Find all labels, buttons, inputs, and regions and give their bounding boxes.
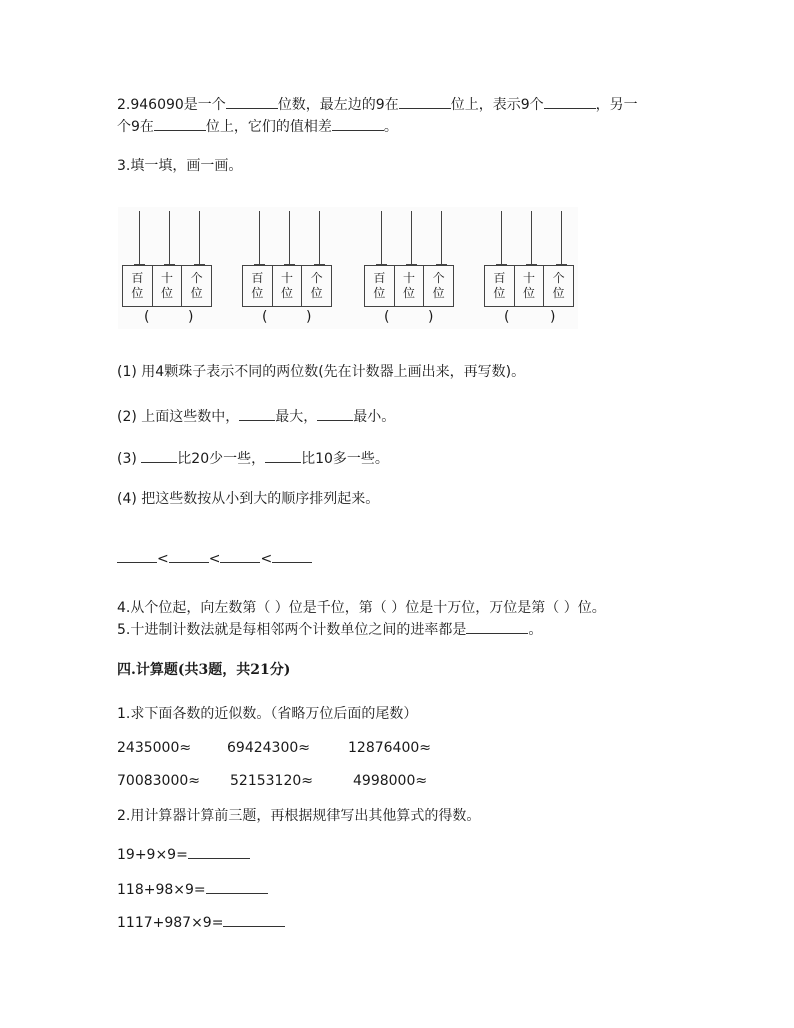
counter-1[interactable]: 百 位 十 位 个 位 ( )	[122, 211, 212, 329]
q2-text-5: 个9在	[117, 119, 154, 135]
q3-sub2-text-1: (2) 上面这些数中，	[117, 409, 240, 425]
q3-sub2-blank-1[interactable]	[239, 406, 275, 421]
tens-cell: 十 位	[395, 266, 425, 306]
q3-title: 3.填一填，画一画。	[117, 158, 243, 174]
less-than-1: <	[157, 551, 169, 567]
tens-cell: 十 位	[273, 266, 303, 306]
q2-blank-4[interactable]	[154, 116, 206, 131]
expr-1	[117, 844, 250, 865]
ones-cell: 个 位	[190, 271, 203, 300]
q2-text-6: 位上，它们的值相差	[205, 119, 332, 135]
approx-item: 69424300≈	[227, 740, 310, 756]
q2-text-1: 2.946090是一个	[117, 97, 226, 113]
calc-q2-title: 2.用计算器计算前三题，再根据规律写出其他算式的得数。	[117, 808, 481, 824]
order-blank-1[interactable]	[117, 548, 157, 563]
order-blank-3[interactable]	[220, 548, 260, 563]
q2-text-4: ，另一	[595, 97, 638, 113]
ones-cell: 个 位	[310, 271, 323, 300]
q2-line-1	[117, 94, 638, 115]
q3-sub3-text-1: (3)	[117, 451, 142, 467]
q3-sub2	[117, 406, 395, 427]
expr-blank[interactable]	[223, 912, 285, 927]
q3-sub4: (4) 把这些数按从小到大的顺序排列起来。	[117, 491, 380, 507]
tens-cell: 十 位	[515, 266, 545, 306]
expr-blank[interactable]	[188, 844, 250, 859]
ones-cell: 个 位	[552, 271, 565, 300]
hundreds-cell: 百 位	[365, 266, 395, 306]
expr-3	[117, 912, 285, 933]
counter-2[interactable]: 百 位 十 位 个 位 ( )	[242, 211, 332, 329]
tens-cell: 十 位	[153, 266, 183, 306]
expr-text: 118+98×9=	[117, 882, 206, 898]
approx-item: 52153120≈	[230, 773, 313, 789]
q2-blank-5[interactable]	[332, 116, 384, 131]
q3-sub3-blank-2[interactable]	[265, 448, 301, 463]
q2-line-2	[117, 116, 398, 137]
calc-q1-title: 1.求下面各数的近似数。（省略万位后面的尾数）	[117, 706, 418, 722]
q5-text-1: 5.十进制计数法就是每相邻两个计数单位之间的进率都是	[117, 622, 467, 638]
q2-text-7: 。	[383, 119, 398, 135]
expr-2	[117, 879, 268, 900]
q5-blank[interactable]	[466, 619, 528, 634]
q3-sub3-blank-1[interactable]	[141, 448, 177, 463]
section-heading: 四.计算题(共3题，共21分)	[117, 662, 291, 678]
expr-text: 1117+987×9=	[117, 915, 224, 931]
q5-text-2: 。	[528, 622, 543, 638]
q4: 4.从个位起，向左数第（ ）位是千位，第（ ）位是十万位，万位是第（ ）位。	[117, 600, 606, 616]
q2-blank-3[interactable]	[544, 94, 596, 109]
q2-text-2: 位数，最左边的9在	[277, 97, 399, 113]
q3-sub2-text-3: 最小。	[353, 409, 396, 425]
q2-text-3: 位上，表示9个	[450, 97, 544, 113]
less-than-2: <	[208, 551, 221, 567]
hundreds-cell: 百 位	[243, 266, 273, 306]
abacus-figure	[118, 207, 578, 329]
hundreds-cell: 百 位	[485, 266, 515, 306]
order-blank-4[interactable]	[272, 548, 312, 563]
q3-sub2-text-2: 最大，	[275, 409, 318, 425]
q3-sub3-text-3: 比10多一些。	[301, 451, 389, 467]
approx-item: 2435000≈	[117, 740, 192, 756]
less-than-3: <	[260, 551, 273, 567]
counter-3[interactable]: 百 位 十 位 个 位 ( )	[364, 211, 454, 329]
expr-blank[interactable]	[206, 879, 268, 894]
counter-4[interactable]: 百 位 十 位 个 位 ( )	[484, 211, 574, 329]
q3-sub2-blank-2[interactable]	[317, 406, 353, 421]
order-blank-2[interactable]	[169, 548, 209, 563]
expr-text: 19+9×9=	[117, 847, 188, 863]
order-line	[117, 548, 312, 569]
q2-blank-2[interactable]	[399, 94, 451, 109]
q5	[117, 619, 542, 640]
q3-sub3	[117, 448, 389, 469]
approx-item: 12876400≈	[348, 740, 431, 756]
hundreds-cell: 百 位	[123, 266, 153, 306]
q3-sub1: (1) 用4颗珠子表示不同的两位数(先在计数器上画出来，再写数)。	[117, 364, 526, 380]
approx-item: 70083000≈	[117, 773, 200, 789]
q2-blank-1[interactable]	[226, 94, 278, 109]
approx-item: 4998000≈	[353, 773, 428, 789]
q3-sub3-text-2: 比20少一些，	[177, 451, 266, 467]
ones-cell: 个 位	[432, 271, 445, 300]
